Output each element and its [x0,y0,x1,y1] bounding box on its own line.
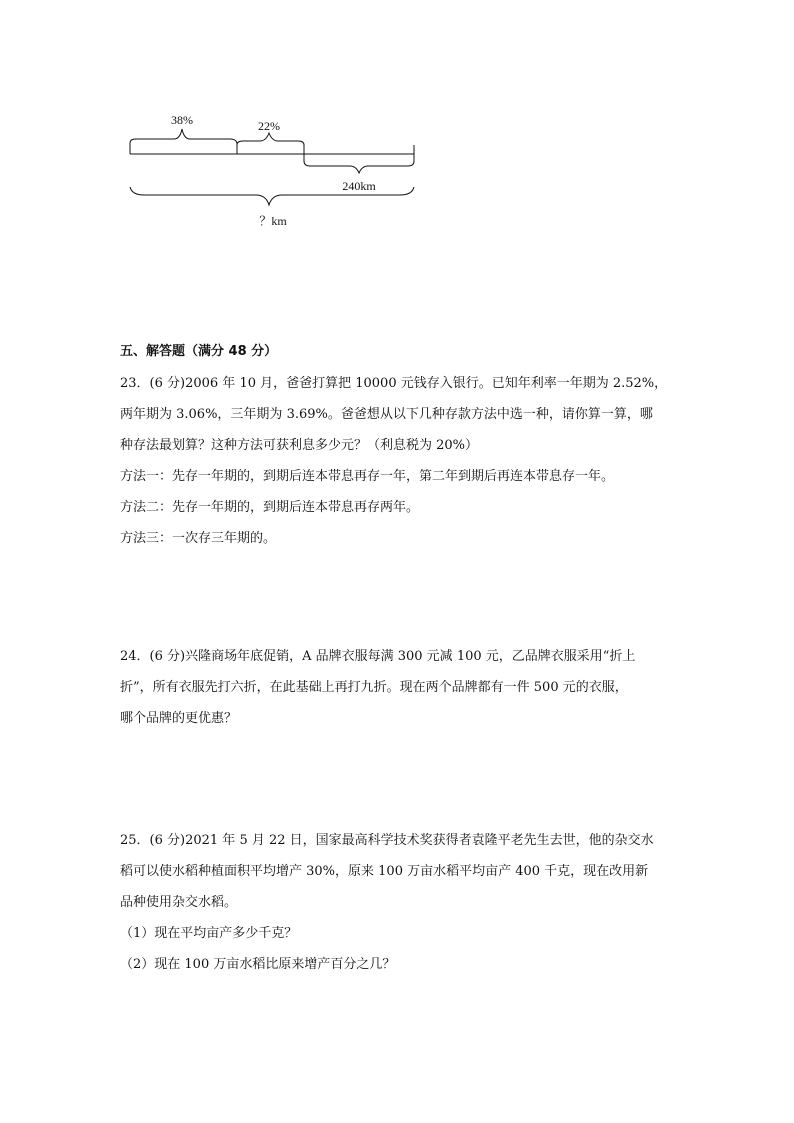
section-heading: 五、解答题（满分 48 分） [120,344,278,359]
problem-23-method-1: 方法一：先存一年期的，到期后连本带息再存一年，第二年到期后再连本带息存一年。 [120,469,615,484]
problem-25-line-2: 稻可以使水稻种植面积平均增产 30%，原来 100 万亩水稻平均亩产 400 千克，现在改用新 [120,864,649,879]
label-22-percent: 22% [258,119,280,133]
problem-23-line-2: 两年期为 3.06%，三年期为 3.69%。爸爸想从以下几种存款方法中选一种，请你算一算，哪 [120,407,653,422]
problem-24-line-3: 哪个品牌的更优惠？ [120,711,238,726]
problem-25-question-1: （1）现在平均亩产多少千克？ [120,926,298,941]
answer-space-24 [120,734,680,825]
label-total-km: ？km [259,214,287,228]
label-240km: 240km [342,179,376,193]
problem-23-method-2: 方法二：先存一年期的，到期后连本带息再存两年。 [120,500,420,515]
problem-23-method-3: 方法三：一次存三年期的。 [120,531,277,546]
problem-25 [120,825,680,980]
problem-25-line-1: 25．(6 分)2021 年 5 月 22 日，国家最高科学技术奖获得者袁隆平老先生去世，他的杂交水 [120,833,654,848]
brace-22 [237,133,304,154]
brace-240km [304,154,414,173]
segment-diagram-svg [120,105,430,235]
problem-24-line-1: 24．(6 分)兴隆商场年底促销，A 品牌衣服每满 300 元减 100 元，乙品牌衣服采用“折上 [120,649,636,664]
problem-23-line-1: 23．(6 分)2006 年 10 月，爸爸打算把 10000 元钱存入银行。已知年利率一年期为 2.52%， [120,376,668,391]
brace-38 [130,129,237,154]
problem-24-line-2: 折”，所有衣服先打六折，在此基础上再打九折。现在两个品牌都有一件 500 元的衣服， [120,680,628,695]
label-38-percent: 38% [171,113,193,127]
problem-24 [120,641,680,734]
problem-25-line-3: 品种使用杂交水稻。 [120,895,238,910]
problem-23 [120,368,680,554]
line-segment-diagram [120,105,430,235]
answer-space-23 [120,554,680,641]
answer-section [120,344,680,980]
problem-23-line-3: 种存法最划算？这种方法可获利息多少元？（利息税为 20%） [120,438,479,453]
problem-25-question-2: （2）现在 100 万亩水稻比原来增产百分之几？ [120,957,396,972]
